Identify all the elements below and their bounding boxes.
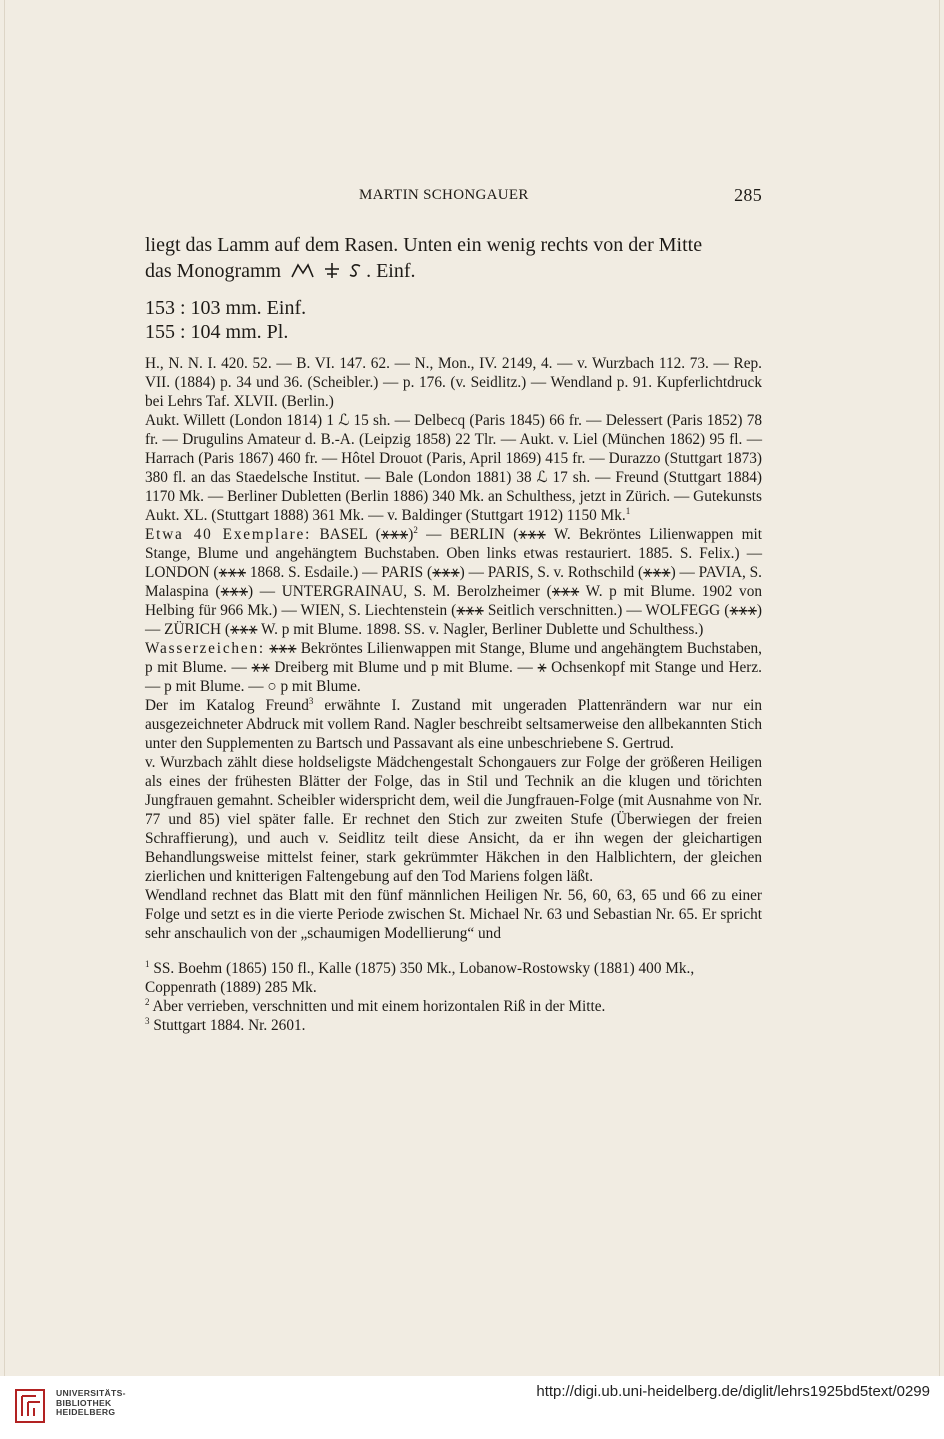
- copies-heading: Etwa 40 Exemplare:: [145, 526, 312, 543]
- footnotes: [145, 959, 762, 1035]
- running-title: MARTIN SCHONGAUER: [359, 187, 529, 203]
- library-name-line-2: BIBLIOTHEK: [56, 1397, 112, 1408]
- footnote-text: SS. Boehm (1865) 150 fl., Kalle (1875) 350 Mk., Lobanow-Rostowsky (1881) 400 Mk., Coppenrath (1889) 285 Mk.: [145, 960, 695, 996]
- wendland-paragraph: Wendland rechnet das Blatt mit den fünf männlichen Heiligen Nr. 56, 60, 63, 65 und 66 zu einer Folge und setzt es in die vierte Periode zwischen St. Michael Nr. 63 und Sebastian Nr. 65. Er spricht sehr anschaulich von der „schaumigen Modellierung“ und: [145, 887, 762, 942]
- auction-text: Aukt. Willett (London 1814) 1 ℒ 15 sh. — Delbecq (Paris 1845) 66 fr. — Delessert (Paris 1852) 78 fr. — Drugulins Amateur d. B.-A. (Leipzig 1858) 22 Tlr. — Aukt. v. Liel (München 1862) 95 fl. — Harrach (Paris 1867) 460 fr. — Hôtel Drouot (Paris, April 1869) 415 fr. — Durazzo (Stuttgart 1873) 380 fl. an das Staedelsche Institut. — Bale (London 1881) 38 ℒ 17 sh. — Freund (Stuttgart 1884) 1170 Mk. — Berliner Dubletten (Berlin 1886) 340 Mk. an Schulthess, jetzt in Zürich. — Gutekunsts Aukt. XL. (Stuttgart 1888) 361 Mk. — v. Baldinger (Stuttgart 1912) 1150 Mk.: [145, 412, 762, 524]
- copies-text-a: BASEL (⚹⚹⚹): [311, 526, 414, 543]
- state-text-a: Der im Katalog Freund: [145, 697, 309, 714]
- references-paragraph: H., N. N. I. 420. 52. — B. VI. 147. 62. — N., Mon., IV. 2149, 4. — v. Wurzbach 112. 73. — Rep. VII. (1884) p. 34 und 36. (Scheibler.) — p. 176. (v. Seidlitz.) — Wendland p. 91. Kupferlichtdruck bei Lehrs Taf. XLVII. (Berlin.): [145, 355, 762, 410]
- copies-text-b: — BERLIN (⚹⚹⚹ W. Bekröntes Lilienwappen mit Stange, Blume und angehängtem Buchstaben. Oben links etwas restauriert. 1885. S. Felix.) — LONDON (⚹⚹⚹ 1868. S. Esdaile.) — PARIS (⚹⚹⚹) — PARIS, S. v. Rothschild (⚹⚹⚹) — PAVIA, S. Malaspina (⚹⚹⚹) — UNTERGRAINAU, S. M. Berolzheimer (⚹⚹⚹ W. p mit Blume. 1902 von Helbing für 966 Mk.) — WIEN, S. Liechtenstein (⚹⚹⚹ Seitlich verschnitten.) — WOLFEGG (⚹⚹⚹) — ZÜRICH (⚹⚹⚹ W. p mit Blume. 1898. SS. v. Nagler, Berliner Dublette und Schulthess.): [145, 526, 763, 638]
- watermark-paragraph: [145, 639, 762, 696]
- wurzbach-paragraph: v. Wurzbach zählt diese holdseligste Mädchengestalt Schongauers zur Folge der größeren Heiligen als eines der frühesten Blätter der Folge, das in Stil und Technik an die klugen und törichten Jungfrauen gemahnt. Scheibler widerspricht dem, weil die Jungfrauen-Folge (mit Ausnahme von Nr. 77 und 85) viel später falle. Er rechnet den Stich zur zweiten Stufe (Überwiegen der freien Schraffierung), und auch v. Seidlitz teilt diese Ansicht, da er ihn wegen der gleichartigen Behandlungsweise mittelst feiner, stark gekrümmter Häkchen in den Halblichtern, der gleichen zierlichen und knitterigen Faltengebung auf den Tod Mariens folgen läßt.: [145, 754, 762, 885]
- auction-paragraph: [145, 411, 762, 525]
- library-logo-icon[interactable]: [14, 1386, 48, 1426]
- dimension-pl: 155 : 104 mm. Pl.: [145, 321, 289, 343]
- state-text-b: erwähnte I. Zustand mit ungeraden Plattenrändern war nur ein ausgezeichneter Abdruck mit vollem Rand. Nagler beschreibt seltsamerweise den allbekannten Stich unter den Supplementen zu Bartsch und Passavant als eine unbeschriebene S. Gertrud.: [145, 697, 763, 752]
- page-number: 285: [734, 185, 762, 205]
- copies-paragraph: [145, 525, 762, 639]
- watermark-heading: Wasserzeichen:: [145, 640, 265, 657]
- footnote-text: Aber verrieben, verschnitten und mit einem horizontalen Riß in der Mitte.: [149, 998, 606, 1015]
- library-name-line-3: HEIDELBERG: [56, 1407, 116, 1418]
- lead-line-2: [145, 258, 762, 284]
- footnote-3: [145, 1016, 762, 1035]
- footnote-ref-3: 3: [308, 696, 314, 706]
- lead-line-2-suffix: . Einf.: [366, 260, 416, 282]
- lead-line-1-text: liegt das Lamm auf dem Rasen. Unten ein wenig rechts von der Mitte: [145, 234, 703, 256]
- footnote-ref-2: 2: [413, 525, 418, 535]
- footnote-ref-1: 1: [625, 506, 631, 516]
- footnote-mark: 2: [145, 997, 150, 1007]
- footnote-text: Stuttgart 1884. Nr. 2601.: [149, 1017, 306, 1034]
- lead-line-1: [145, 232, 762, 258]
- library-name-line-1: UNIVERSITÄTS-: [56, 1388, 126, 1398]
- state-paragraph: [145, 696, 762, 753]
- source-url-link[interactable]: http://digi.ub.uni-heidelberg.de/diglit/lehrs1925bd5text/0299: [536, 1383, 930, 1400]
- library-name[interactable]: [56, 1389, 126, 1418]
- footnote-mark: 3: [145, 1016, 150, 1026]
- page-body: [145, 232, 762, 1035]
- monogram-icon: [286, 261, 366, 279]
- footnote-mark: 1: [145, 959, 150, 969]
- watermark-text: ⚹⚹⚹ Bekröntes Lilienwappen mit Stange, Blume und angehängtem Buchstaben, p mit Blume. — ⚹⚹ Dreiberg mit Blume und p mit Blume. — ⚹ Ochsenkopf mit Stange und Herz. — p mit Blume. — ○ p mit Blume.: [145, 640, 762, 695]
- dimension-einf: 153 : 103 mm. Einf.: [145, 297, 307, 319]
- footnote-2: [145, 997, 762, 1016]
- lead-line-2-prefix: das Monogramm: [145, 260, 282, 282]
- footnote-1: [145, 959, 762, 997]
